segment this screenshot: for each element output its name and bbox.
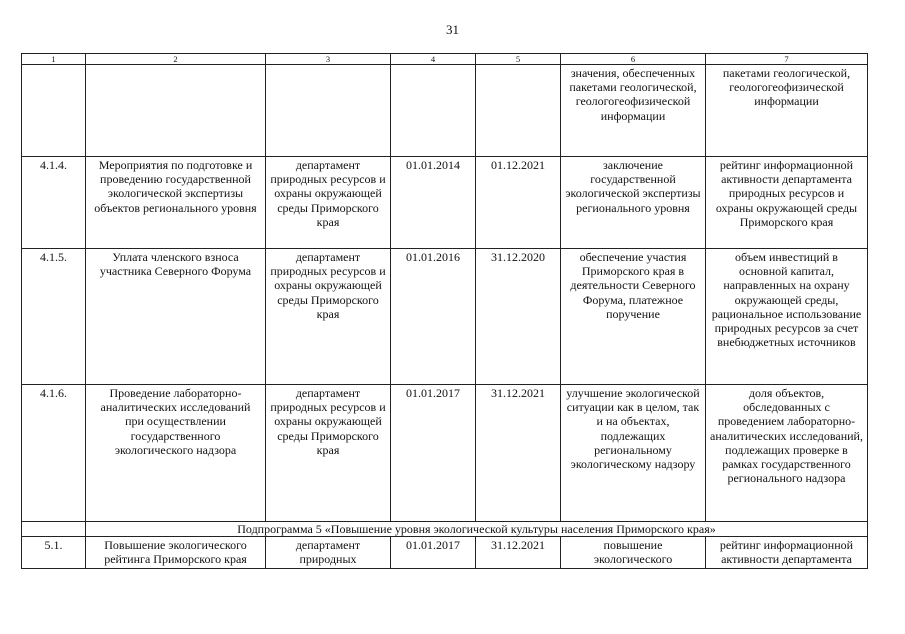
start-date-cell: 01.01.2014 [391,157,476,249]
subprogram-title: Подпрограмма 5 «Повышение уровня экологической культуры населения Приморского края» [86,522,868,537]
empty-cell [22,522,86,537]
indicator-cell: пакетами геологической, геологогеофизической информации [706,65,868,157]
column-number: 5 [476,54,561,65]
table-row [22,65,868,157]
result-cell: улучшение экологической ситуации как в целом, так и на объектах, подлежащих региональному экологическому надзору [561,385,706,522]
indicator-cell: доля объектов, обследованных с проведением лабораторно-аналитических исследований, подлежащих проверке в рамках государственного регионального надзора [706,385,868,522]
column-number: 2 [86,54,266,65]
column-number: 1 [22,54,86,65]
result-cell: обеспечение участия Приморского края в деятельности Северного Форума, платежное поручение [561,249,706,385]
column-number: 6 [561,54,706,65]
end-date-cell: 31.12.2021 [476,385,561,522]
start-date-cell: 01.01.2017 [391,537,476,568]
page-number: 31 [446,22,459,37]
executor-cell: департамент природных ресурсов и охраны окружающей среды Приморского края [266,157,391,249]
end-date-cell [476,65,561,157]
row-number-cell: 4.1.4. [22,157,86,249]
row-number-cell: 4.1.6. [22,385,86,522]
end-date-cell: 01.12.2021 [476,157,561,249]
subprogram-row [22,522,868,537]
column-number: 3 [266,54,391,65]
column-number: 4 [391,54,476,65]
result-cell: заключение государственной экологической экспертизы регионального уровня [561,157,706,249]
table-row [22,249,868,385]
result-cell: значения, обеспеченных пакетами геологической, геологогеофизической информации [561,65,706,157]
result-cell: повышение экологического [561,537,706,568]
measure-name-cell: Повышение экологического рейтинга Приморского края [86,537,266,568]
indicator-cell: рейтинг информационной активности департамента [706,537,868,568]
indicator-cell: объем инвестиций в основной капитал, направленных на охрану окружающей среды, рациональное использование природных ресурсов за счет внебюджетных источников [706,249,868,385]
measure-name-cell: Проведение лабораторно-аналитических исследований при осуществлении государственного экологического надзора [86,385,266,522]
row-number-cell [22,65,86,157]
executor-cell [266,65,391,157]
column-numbers-row [22,54,868,65]
end-date-cell: 31.12.2021 [476,537,561,568]
measures-table [21,53,868,569]
executor-cell: департамент природных ресурсов и охраны окружающей среды Приморского края [266,385,391,522]
end-date-cell: 31.12.2020 [476,249,561,385]
table-row [22,385,868,522]
executor-cell: департамент природных ресурсов и охраны окружающей среды Приморского края [266,249,391,385]
table-row [22,157,868,249]
start-date-cell: 01.01.2017 [391,385,476,522]
start-date-cell [391,65,476,157]
row-number-cell: 4.1.5. [22,249,86,385]
measure-name-cell: Уплата членского взноса участника Северного Форума [86,249,266,385]
row-number-cell: 5.1. [22,537,86,568]
start-date-cell: 01.01.2016 [391,249,476,385]
measure-name-cell: Мероприятия по подготовке и проведению государственной экологической экспертизы объектов регионального уровня [86,157,266,249]
executor-cell: департамент природных [266,537,391,568]
indicator-cell: рейтинг информационной активности департамента природных ресурсов и охраны окружающей среды Приморского края [706,157,868,249]
table-row [22,537,868,568]
measure-name-cell [86,65,266,157]
column-number: 7 [706,54,868,65]
